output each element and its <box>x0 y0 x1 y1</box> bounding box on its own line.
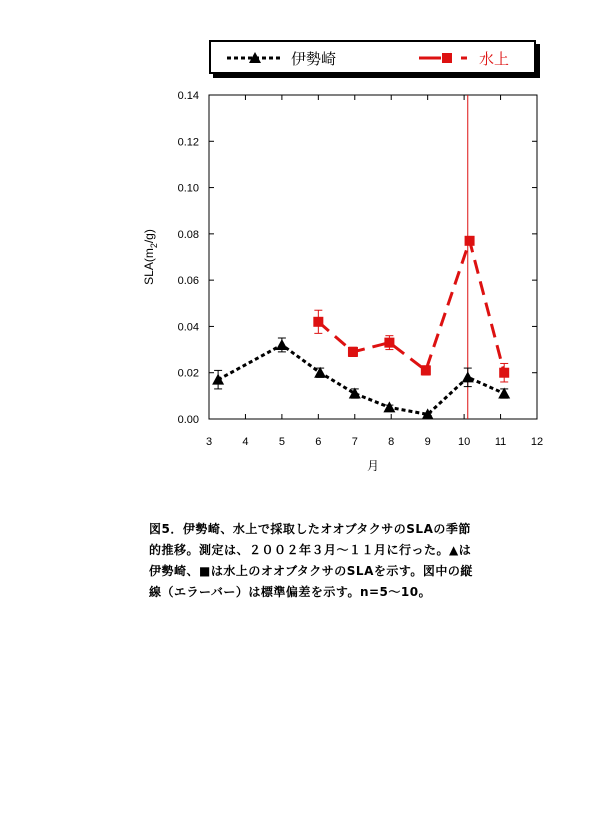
legend-swatch-minakami <box>417 51 477 65</box>
caption-line: 伊勢崎、■は水上のオオブタクサのSLAを示す。図中の縦 <box>149 564 473 578</box>
x-tick-label: 12 <box>530 436 544 448</box>
data-point <box>421 365 431 375</box>
series-line <box>318 241 504 373</box>
plot-frame <box>209 95 537 419</box>
y-tick-label: 0.02 <box>177 367 199 380</box>
x-tick-label: 10 <box>457 436 471 448</box>
y-axis-label: $SLA(m_2/g)$ <box>142 229 159 285</box>
x-tick-label: 5 <box>278 436 285 448</box>
data-point <box>383 401 395 412</box>
data-point <box>384 338 394 348</box>
y-tick-label: 0.00 <box>177 414 199 426</box>
legend-item-isesaki <box>225 46 336 70</box>
data-point <box>349 388 361 399</box>
data-point <box>462 371 474 382</box>
y-tick-label: 0.04 <box>177 321 199 334</box>
y-tick-label: 0.10 <box>177 182 199 195</box>
series-minakami <box>313 236 509 382</box>
figure-caption <box>149 519 549 603</box>
data-point <box>313 317 323 327</box>
caption-line: 線（エラーバー）は標準偏差を示す。n=5～10。 <box>149 585 432 599</box>
x-tick-label: 8 <box>388 436 395 448</box>
y-tick-label: 0.06 <box>177 275 199 288</box>
legend-item-minakami <box>417 46 509 70</box>
legend <box>209 40 536 74</box>
legend-label-isesaki: 伊勢崎 <box>291 49 337 68</box>
data-point <box>498 388 510 399</box>
axes <box>142 90 543 473</box>
x-tick-label: 3 <box>205 436 213 448</box>
legend-label-minakami: 水上 <box>479 49 510 68</box>
x-tick-label: 6 <box>315 436 322 448</box>
legend-swatch-isesaki <box>225 51 285 65</box>
x-axis-label: 月 <box>366 459 380 473</box>
data-point <box>276 339 288 350</box>
data-point <box>212 374 224 385</box>
x-tick-label: 11 <box>494 436 507 448</box>
x-tick-label: 7 <box>351 436 358 448</box>
data-point <box>499 368 509 378</box>
series-line <box>218 345 504 415</box>
x-tick-label: 9 <box>424 436 431 448</box>
series-layer <box>212 236 510 420</box>
y-tick-label: 0.12 <box>177 136 199 149</box>
x-tick-label: 4 <box>242 436 249 448</box>
y-tick-label: 0.08 <box>177 228 199 241</box>
y-tick-label: 0.14 <box>177 90 199 102</box>
data-point <box>348 347 358 357</box>
caption-line: 図5．伊勢崎、水上で採取したオオブタクサのSLAの季節 <box>149 522 471 536</box>
data-point <box>465 236 475 246</box>
caption-line: 的推移。測定は、２００２年３月～１１月に行った。▲は <box>149 543 472 557</box>
